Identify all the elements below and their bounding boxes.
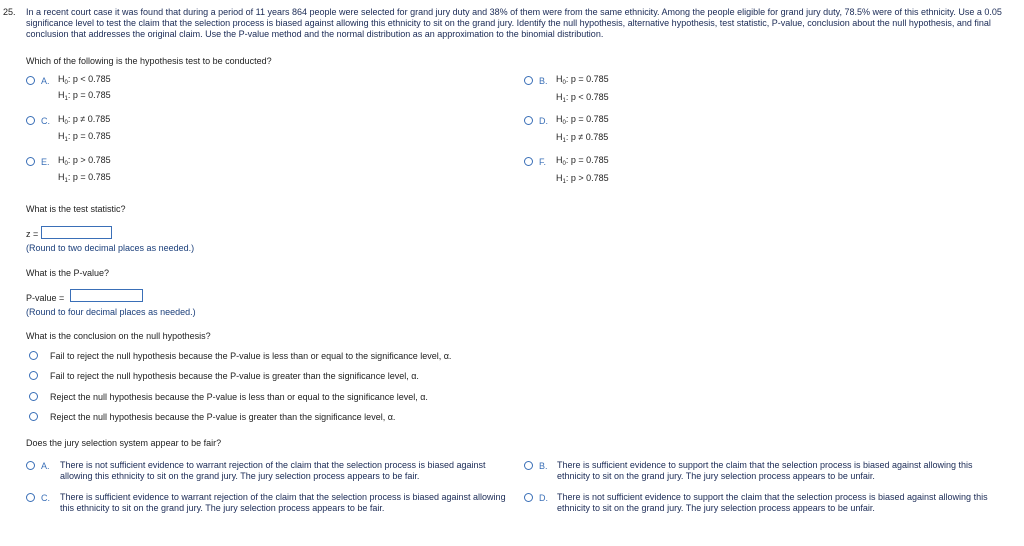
option-letter: E. xyxy=(41,157,50,167)
hypothesis-option-a[interactable] xyxy=(26,76,35,87)
fair-option-b[interactable] xyxy=(524,461,533,472)
conclusion-option-1[interactable] xyxy=(29,351,38,362)
alternative-hypothesis: $H_1$: p = 0.785 xyxy=(58,172,111,184)
radio-button[interactable] xyxy=(29,392,38,401)
conclusion-option-text: Fail to reject the null hypothesis because the P-value is less than or equal to the significance level, α. xyxy=(50,351,452,361)
z-label: z = xyxy=(26,229,39,239)
pvalue-question: What is the P-value? xyxy=(26,268,110,278)
null-hypothesis: $H_0$: p ≠ 0.785 xyxy=(58,114,111,126)
hypothesis-option-f[interactable] xyxy=(524,157,533,168)
question-stem: In a recent court case it was found that during a period of 11 years 864 people were selected for grand jury duty and 38% of them were from the same ethnicity. Among the people eligible for grand jury duty, 78.5% were of this ethnicity. Use a 0.05 significance level to test the claim that the selection process is biased against allowing this ethnicity to sit on the grand jury. Identify the null hypothesis, alternative hypothesis, test statistic, P-value, conclusion about the null hypothesis, and final conclusion that addresses the original claim. Use the P-value method and the normal distribution as an approximation to the binomial distribution. xyxy=(26,7,1002,39)
fair-option-text: There is sufficient evidence to warrant rejection of the claim that the selection process is biased against allowing this ethnicity to sit on the grand jury. The jury selection process appears to be fair. xyxy=(60,492,506,513)
radio-button[interactable] xyxy=(524,157,533,166)
fair-option-text: There is not sufficient evidence to support the claim that the selection process is biased against allowing this ethnicity to sit on the grand jury. The jury selection process appears to be unfair. xyxy=(557,492,988,513)
hypothesis-option-b[interactable] xyxy=(524,76,533,87)
option-letter: F. xyxy=(539,157,547,167)
fair-option-text: There is not sufficient evidence to warrant rejection of the claim that the selection process is biased against allowing this ethnicity to sit on the grand jury. The jury selection process appears to be fair. xyxy=(60,460,486,481)
pvalue-label: P-value = xyxy=(26,293,65,303)
hypothesis-option-e[interactable] xyxy=(26,157,35,168)
test-statistic-question: What is the test statistic? xyxy=(26,204,126,214)
radio-button[interactable] xyxy=(524,461,533,470)
option-letter: A. xyxy=(41,76,50,86)
null-hypothesis: $H_0$: p > 0.785 xyxy=(58,155,111,167)
alternative-hypothesis: $H_1$: p = 0.785 xyxy=(58,90,111,102)
pvalue-input[interactable] xyxy=(70,289,143,302)
option-letter: D. xyxy=(539,493,548,503)
z-rounding-hint: (Round to two decimal places as needed.) xyxy=(26,243,195,253)
conclusion-option-3[interactable] xyxy=(29,392,38,403)
z-input[interactable] xyxy=(41,226,112,239)
fair-option-d[interactable] xyxy=(524,493,533,504)
null-hypothesis: $H_0$: p = 0.785 xyxy=(556,74,609,86)
radio-button[interactable] xyxy=(29,412,38,421)
radio-button[interactable] xyxy=(26,461,35,470)
radio-button[interactable] xyxy=(524,76,533,85)
alternative-hypothesis: $H_1$: p > 0.785 xyxy=(556,173,609,185)
fair-option-a[interactable] xyxy=(26,461,35,472)
conclusion-option-4[interactable] xyxy=(29,412,38,423)
option-letter: B. xyxy=(539,76,548,86)
radio-button[interactable] xyxy=(26,493,35,502)
fair-option-text: There is sufficient evidence to support the claim that the selection process is biased against allowing this ethnicity to sit on the grand jury. The jury selection process appears to be unfair. xyxy=(557,460,973,481)
alternative-hypothesis: $H_1$: p < 0.785 xyxy=(556,92,609,104)
pvalue-rounding-hint: (Round to four decimal places as needed.) xyxy=(26,307,196,317)
radio-button[interactable] xyxy=(524,116,533,125)
conclusion-option-text: Reject the null hypothesis because the P-value is greater than the significance level, α. xyxy=(50,412,396,422)
radio-button[interactable] xyxy=(26,157,35,166)
radio-button[interactable] xyxy=(524,493,533,502)
null-hypothesis: $H_0$: p = 0.785 xyxy=(556,114,609,126)
conclusion-question: What is the conclusion on the null hypothesis? xyxy=(26,331,211,341)
option-letter: B. xyxy=(539,461,548,471)
hypothesis-question: Which of the following is the hypothesis test to be conducted? xyxy=(26,56,272,66)
fairness-question: Does the jury selection system appear to be fair? xyxy=(26,438,222,448)
conclusion-option-text: Fail to reject the null hypothesis because the P-value is greater than the significance level, α. xyxy=(50,371,419,381)
hypothesis-option-c[interactable] xyxy=(26,116,35,127)
alternative-hypothesis: $H_1$: p = 0.785 xyxy=(58,131,111,143)
radio-button[interactable] xyxy=(29,351,38,360)
alternative-hypothesis: $H_1$: p ≠ 0.785 xyxy=(556,132,609,144)
radio-button[interactable] xyxy=(29,371,38,380)
option-letter: D. xyxy=(539,116,548,126)
hypothesis-option-d[interactable] xyxy=(524,116,533,127)
radio-button[interactable] xyxy=(26,116,35,125)
null-hypothesis: $H_0$: p = 0.785 xyxy=(556,155,609,167)
option-letter: C. xyxy=(41,493,50,503)
option-letter: A. xyxy=(41,461,50,471)
question-number: 25. xyxy=(3,7,16,17)
null-hypothesis: $H_0$: p < 0.785 xyxy=(58,74,111,86)
conclusion-option-2[interactable] xyxy=(29,371,38,382)
fair-option-c[interactable] xyxy=(26,493,35,504)
radio-button[interactable] xyxy=(26,76,35,85)
option-letter: C. xyxy=(41,116,50,126)
conclusion-option-text: Reject the null hypothesis because the P-value is less than or equal to the significance level, α. xyxy=(50,392,428,402)
